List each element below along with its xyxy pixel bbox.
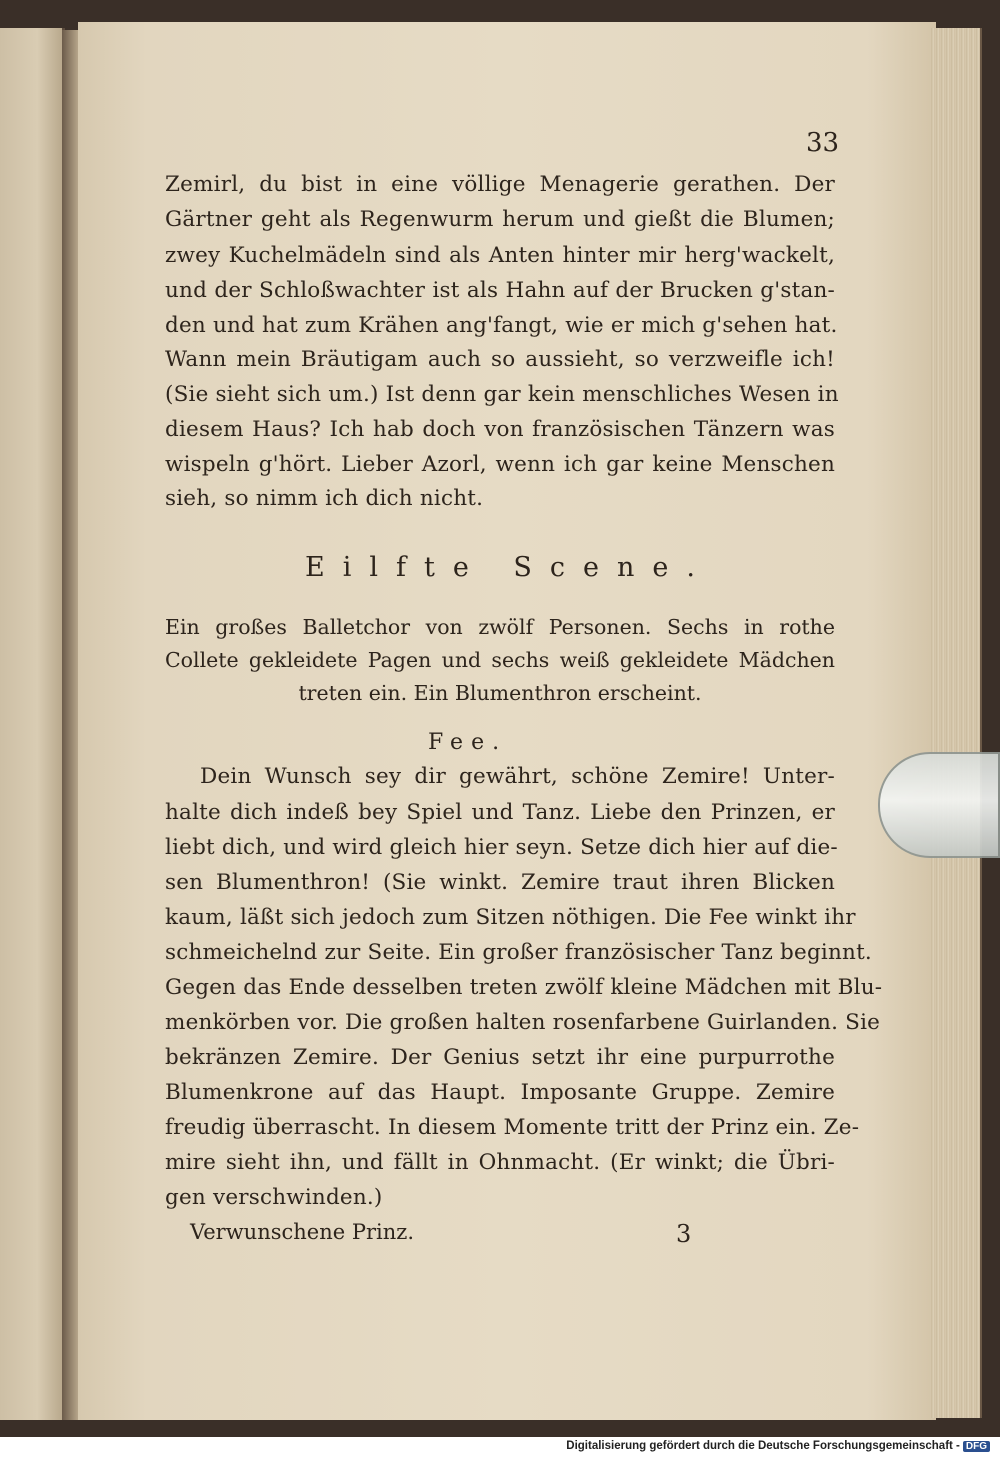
- direction-line: Ein großes Balletchor von zwölf Personen. Sechs in rothe: [165, 615, 835, 639]
- text-line: bekränzen Zemire. Der Genius setzt ihr eine purpurrothe: [165, 1045, 835, 1070]
- text-line: liebt dich, und wird gleich hier seyn. Setze dich hier auf die-: [165, 835, 838, 860]
- text-line: (Sie sieht sich um.) Ist denn gar kein menschliches Wesen in: [165, 382, 839, 407]
- text-line: diesem Haus? Ich hab doch von französischen Tänzern was: [165, 417, 835, 442]
- signature-mark: 3: [676, 1220, 692, 1248]
- text-line: Blumenkrone auf das Haupt. Imposante Gruppe. Zemire: [165, 1080, 835, 1105]
- text-line: sieh, so nimm ich dich nicht.: [165, 486, 484, 511]
- page-edges: [930, 28, 982, 1418]
- dfg-logo-icon: DFG: [963, 1441, 990, 1452]
- speaker-name: Fee.: [428, 730, 508, 755]
- page-clip-tab: [878, 752, 1000, 858]
- text-line: schmeichelnd zur Seite. Ein großer französischer Tanz beginnt.: [165, 940, 872, 965]
- text-line: Dein Wunsch sey dir gewährt, schöne Zemire! Unter-: [200, 764, 835, 789]
- text-line: kaum, läßt sich jedoch zum Sitzen nöthigen. Die Fee winkt ihr: [165, 905, 856, 930]
- left-page-edge: [0, 28, 65, 1420]
- page-number: 33: [806, 128, 840, 158]
- text-line: Gegen das Ende desselben treten zwölf kleine Mädchen mit Blu-: [165, 975, 883, 1000]
- text-line: den und hat zum Krähen ang'fangt, wie er mich g'sehen hat.: [165, 313, 838, 338]
- text-line: und der Schloßwachter ist als Hahn auf der Brucken g'stan-: [165, 278, 835, 303]
- text-line: Zemirl, du bist in eine völlige Menagerie gerathen. Der: [165, 172, 835, 197]
- digitization-credit: [566, 1440, 990, 1452]
- scene-heading: Eilfte Scene.: [305, 552, 713, 583]
- credit-text: Digitalisierung gefördert durch die Deutsche Forschungsgemeinschaft -: [566, 1440, 960, 1452]
- text-line: Gärtner geht als Regenwurm herum und gießt die Blumen;: [165, 207, 835, 232]
- direction-line: treten ein. Ein Blumenthron erscheint.: [298, 681, 702, 705]
- text-line: sen Blumenthron! (Sie winkt. Zemire traut ihren Blicken: [165, 870, 835, 895]
- text-line: gen verschwinden.): [165, 1185, 383, 1210]
- text-line: mire sieht ihn, und fällt in Ohnmacht. (Er winkt; die Übri-: [165, 1150, 835, 1175]
- running-footer-title: Verwunschene Prinz.: [190, 1220, 414, 1244]
- text-line: halte dich indeß bey Spiel und Tanz. Liebe den Prinzen, er: [165, 800, 835, 825]
- direction-line: Collete gekleidete Pagen und sechs weiß gekleidete Mädchen: [165, 648, 835, 672]
- text-line: freudig überrascht. In diesem Momente tritt der Prinz ein. Ze-: [165, 1115, 860, 1140]
- text-line: zwey Kuchelmädeln sind als Anten hinter mir herg'wackelt,: [165, 243, 835, 268]
- text-line: menkörben vor. Die großen halten rosenfarbene Guirlanden. Sie: [165, 1010, 881, 1035]
- text-line: Wann mein Bräutigam auch so aussieht, so verzweifle ich!: [165, 347, 835, 372]
- text-line: wispeln g'hört. Lieber Azorl, wenn ich gar keine Menschen: [165, 452, 835, 477]
